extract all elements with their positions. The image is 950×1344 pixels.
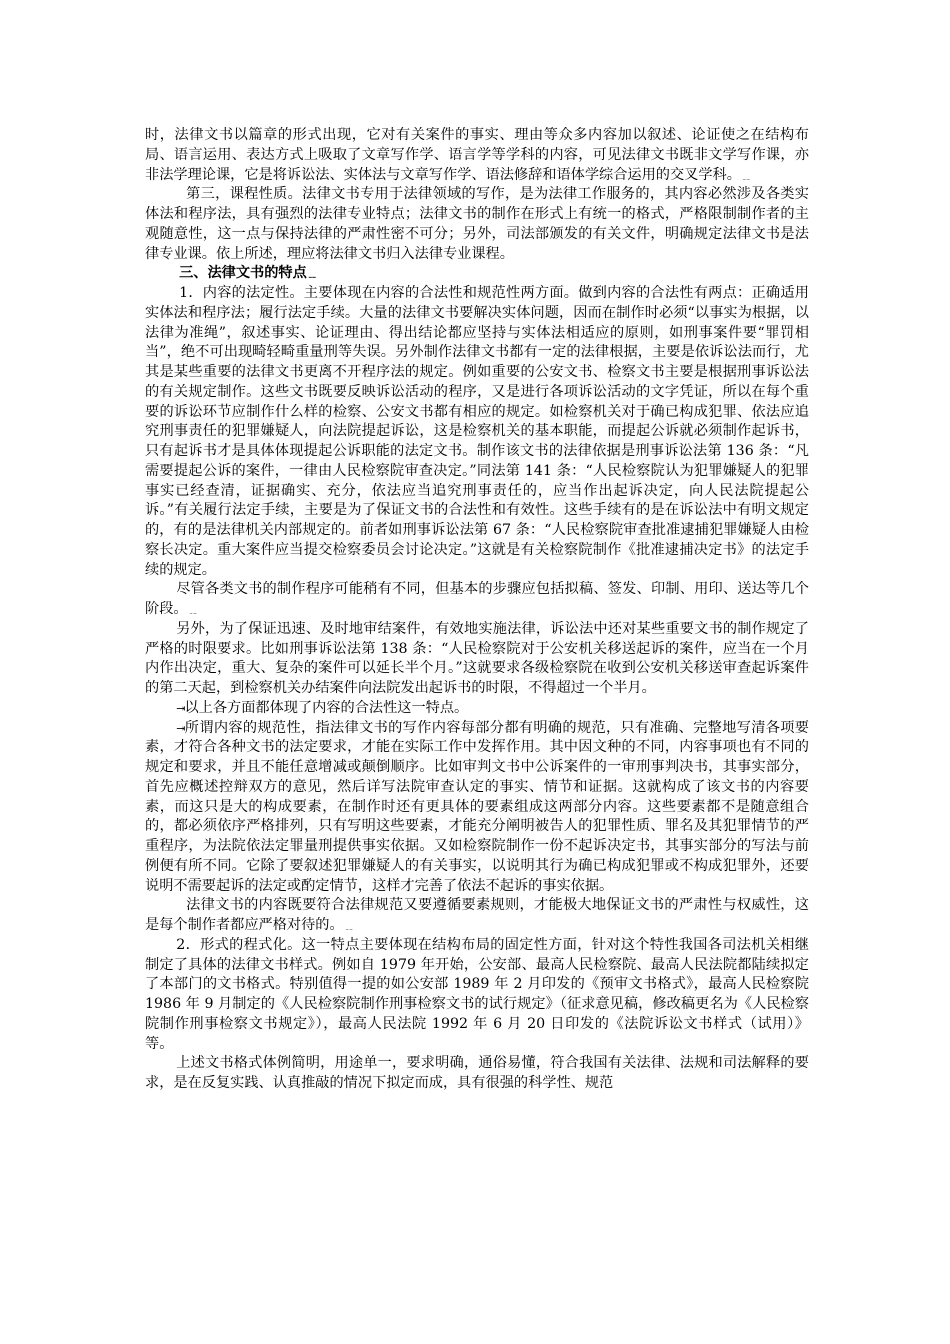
heading-text: 三、法律文书的特点 [179,265,307,282]
paragraph-normativity [145,719,809,897]
paragraph-text: 时，法律文书以篇章的形式出现，它对有关案件的事实、理由等众多内容加以叙述、论证使之在结构布局、语言运用、表达方式上吸取了文章写作学、语言学等学科的内容，可见法律文书既非文学写作课，亦非法学理论课，它是将诉讼法、实体法与文章写作学、语法修辞和语体学综合运用的交叉学科。 [145,127,809,183]
paragraph-formality [145,936,809,1055]
paragraph-legality [145,284,809,580]
tab-mark: ⇥ [176,701,185,715]
paragraph-course-nature [145,185,809,264]
document-body [145,126,809,1094]
paragraph-text: 第三，课程性质。法律文书专用于法律领域的写作，是为法律工作服务的，其内容必然涉及各类实体法和程序法，具有强烈的法律专业特点；法律文书的制作在形式上有统一的格式，严格限制制作者的主观随意性，这一点与保持法律的严肃性密不可分；另外，司法部颁发的有关文件，明确规定法律文书是法律专业课。依上所述，理应将法律文书归入法律专业课程。 [145,186,809,262]
paragraph-text: 2．形式的程式化。这一特点主要体现在结构布局的固定性方面，针对这个特性我国各司法机关相继制定了具体的法律文书样式。例如自 1979 年开始，公安部、最高人民检察院、最高人民法院都陆续拟定了本部门的文书格式。特别值得一提的如公安部 1989 年 2 月印发的《预审文书格式》，最高人民检察院 1986 年 9 月制定的《人民检察院制作刑事检察文书的试行规定》（征求意见稿，修改稿更名为《人民检察院制作刑事检察文书规定》），最高人民法院 1992 年 6 月 20 日印发的《法院诉讼文书样式（试用）》等。 [145,936,809,1052]
paragraph-text: 1．内容的法定性。主要体现在内容的合法性和规范性两方面。做到内容的合法性有两点：正确适用实体法和程序法；履行法定手续。大量的法律文书要解决实体问题，因而在制作时必须“以事实为根据，以法律为准绳”，叙述事实、论证理由、得出结论都应坚持与实体法相适应的原则，如刑事案件要“罪罚相当”，绝不可出现畸轻畸重量刑等失误。另外制作法律文书都有一定的法律根据，主要是依诉讼法而行，尤其是某些重要的法律文书更离不开程序法的规定。例如重要的公安文书、检察文书主要是根据刑事诉讼法的有关规定制作。这些文书既要反映诉讼活动的程序，又是进行各项诉讼活动的文字凭证，所以在每个重要的诉讼环节应制作什么样的检察、公安文书都有相应的规定。如检察机关对于确已构成犯罪、依法应追究刑事责任的犯罪嫌疑人，向法院提起诉讼，这是检察机关的基本职能，而提起公诉就必须制作起诉书，只有起诉书才是具体体现提起公诉职能的法定文书。制作该文书的法律依据是刑事诉讼法第 136 条：“凡需要提起公诉的案件，一律由人民检察院审查决定。”同法第 141 条：“人民检察院认为犯罪嫌疑人的犯罪事实已经查清，证据确实、充分，依法应当追究刑事责任的，应当作出起诉决定，向人民法院提起公诉。”有关履行法定手续，主要是为了保证文书的合法性和有效性。这些手续有的是在诉讼法中有明文规定的，有的是法律机关内部规定的。前者如刑事诉讼法第 67 条：“人民检察院审查批准逮捕犯罪嫌疑人由检察长决定。重大案件应当提交检察委员会讨论决定。”这就是有关检察院制作《批准逮捕决定书》的法定手续的规定。 [145,285,809,578]
paragraph-text: 法律文书的内容既要符合法律规范又要遵循要素规则，才能极大地保证文书的严肃性与权威性，这是每个制作者都应严格对待的。 [145,897,809,933]
paragraph-text: 另外，为了保证迅速、及时地审结案件，有效地实施法律，诉讼法中还对某些重要文书的制作规定了严格的时限要求。比如刑事诉讼法第 138 条：“人民检察院对于公安机关移送起诉的案件，应当在一个月内作出决定，重大、复杂的案件可以延长半个月。”这就要求各级检察院在收到公安机关移送审查起诉案件的第二天起，到检察机关办结案件向法院发出起诉书的时限，不得超过一个半月。 [145,620,809,696]
paragraph-text: 尽管各类文书的制作程序可能稍有不同，但基本的步骤应包括拟稿、签发、印制、用印、送达等几个阶段。 [145,581,809,617]
tab-mark: ⇥ [176,721,185,735]
revision-mark: ﹎ [187,603,198,616]
paragraph-text: 上述文书格式体例简明，用途单一，要求明确，通俗易懂，符合我国有关法律、法规和司法解释的要求，是在反复实践、认真推敲的情况下拟定而成，具有很强的科学性、规范 [145,1055,809,1091]
paragraph-procedure-steps [145,580,809,620]
revision-mark: ﹎ [740,168,751,182]
paragraph-format-features [145,1054,809,1094]
revision-mark: ﹎ [306,267,317,281]
revision-mark: ﹎ [343,919,354,932]
paragraph-continuation [145,126,809,185]
paragraph-text: 所谓内容的规范性，指法律文书的写作内容每部分都有明确的规范，只有准确、完整地写清各项要素，才符合各种文书的法定要求，才能在实际工作中发挥作用。其中因文种的不同，内容事项也有不同的规定和要求，并且不能任意增减或颠倒顺序。比如审判文书中公诉案件的一审刑事判决书，其事实部分，首先应概述控辩双方的意见，然后详写法院审查认定的事实、情节和证据。这就构成了该文书的内容要素，而这只是大的构成要素，在制作时还有更具体的要素组成这两部分内容。这些要素都不是随意组合的，都必须依序严格排列，只有写明这些要素，才能充分阐明被告人的犯罪性质、罪名及其犯罪情节的严重程序，为法院依法定罪量刑提供事实依据。又如检察院制作一份不起诉决定书，其事实部分的写法与前例便有所不同。它除了要叙述犯罪嫌疑人的有关事实，以说明其行为确已构成犯罪或不构成犯罪外，还要说明不需要起诉的法定或酌定情节，这样才完善了依法不起诉的事实依据。 [145,719,809,894]
paragraph-time-limit [145,620,809,699]
paragraph-summary-legality [145,699,809,719]
section-heading [145,264,809,284]
paragraph-seriousness [145,896,809,936]
paragraph-text: 以上各方面都体现了内容的合法性这一特点。 [184,699,469,716]
